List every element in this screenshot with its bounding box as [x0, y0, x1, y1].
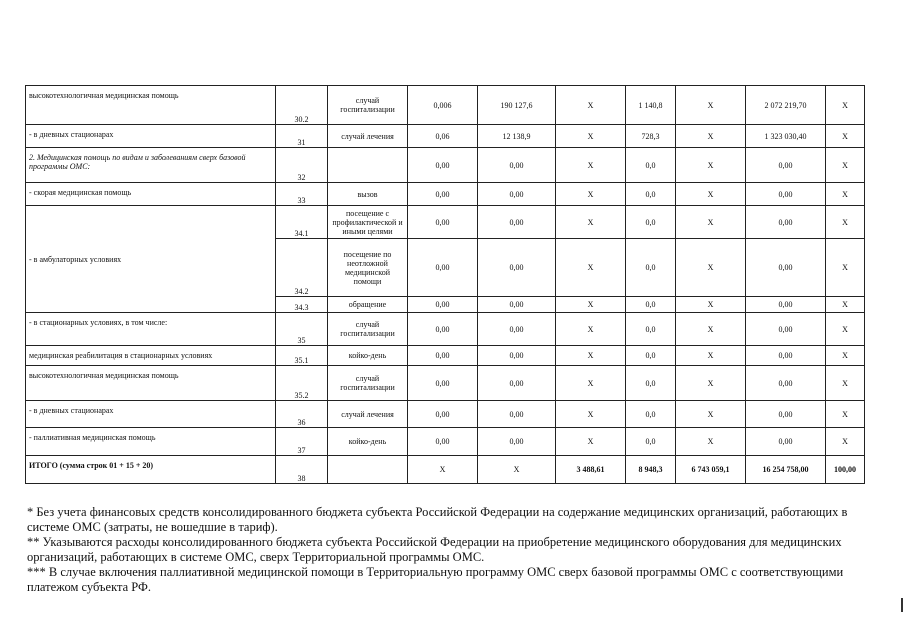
cell-v7: X: [826, 401, 865, 428]
cell-v6: 0,00: [746, 183, 826, 206]
cell-v7: X: [826, 183, 865, 206]
cell-v5: X: [676, 313, 746, 346]
footnotes: [27, 505, 887, 595]
row-number: 33: [276, 183, 328, 206]
financing-table: [25, 85, 865, 484]
row-number: 35: [276, 313, 328, 346]
cell-v6: 0,00: [746, 366, 826, 401]
row-unit: обращение: [328, 297, 408, 313]
page-edge-mark: [901, 598, 903, 612]
row-unit: вызов: [328, 183, 408, 206]
cell-v6: 0,00: [746, 428, 826, 456]
cell-v4: 0,0: [626, 366, 676, 401]
cell-v6: 0,00: [746, 148, 826, 183]
cell-v6: 2 072 219,70: [746, 86, 826, 125]
row-unit: койко-день: [328, 346, 408, 366]
cell-v1: 0,00: [408, 346, 478, 366]
cell-v5: X: [676, 206, 746, 239]
table-row: [26, 148, 865, 183]
row-number: 37: [276, 428, 328, 456]
row-number: 32: [276, 148, 328, 183]
cell-v3: X: [556, 125, 626, 148]
footnote-1: * Без учета финансовых средств консолидированного бюджета субъекта Российской Федерации на содержание медицинских организаций, работающих в системе ОМС (затраты, не вошедшие в тариф).: [27, 505, 848, 534]
row-number: 34.2: [276, 239, 328, 297]
cell-v5: X: [676, 239, 746, 297]
row-number: 36: [276, 401, 328, 428]
cell-v7: X: [826, 366, 865, 401]
cell-v5: X: [676, 86, 746, 125]
cell-v3: X: [556, 401, 626, 428]
cell-v4: 0,0: [626, 297, 676, 313]
row-unit: койко-день: [328, 428, 408, 456]
cell-v3: 3 488,61: [556, 456, 626, 484]
cell-v2: 0,00: [478, 366, 556, 401]
cell-v2: 0,00: [478, 239, 556, 297]
cell-v4: 0,0: [626, 428, 676, 456]
cell-v1: 0,00: [408, 183, 478, 206]
cell-v2: 190 127,6: [478, 86, 556, 125]
table-row-total: [26, 456, 865, 484]
cell-v3: X: [556, 428, 626, 456]
cell-v2: 0,00: [478, 401, 556, 428]
cell-v1: 0,00: [408, 428, 478, 456]
cell-v3: X: [556, 148, 626, 183]
row-unit: случай госпитализации: [328, 313, 408, 346]
cell-v3: X: [556, 366, 626, 401]
cell-v7: 100,00: [826, 456, 865, 484]
cell-v7: X: [826, 125, 865, 148]
cell-v5: X: [676, 428, 746, 456]
cell-v4: 728,3: [626, 125, 676, 148]
cell-v3: X: [556, 86, 626, 125]
cell-v1: 0,00: [408, 313, 478, 346]
cell-v2: 0,00: [478, 148, 556, 183]
cell-v7: X: [826, 206, 865, 239]
cell-v3: X: [556, 183, 626, 206]
cell-v2: 0,00: [478, 428, 556, 456]
row-number: 30.2: [276, 86, 328, 125]
table-row: [26, 346, 865, 366]
footnote-3: *** В случае включения паллиативной медицинской помощи в Территориальную программу ОМС сверх базовой программы ОМС с соответствующими платежом субъекта РФ.: [27, 565, 844, 594]
cell-v4: 1 140,8: [626, 86, 676, 125]
cell-v7: X: [826, 297, 865, 313]
cell-v4: 0,0: [626, 401, 676, 428]
cell-v7: X: [826, 346, 865, 366]
cell-v6: 0,00: [746, 297, 826, 313]
row-unit: случай лечения: [328, 125, 408, 148]
row-number: 34.3: [276, 297, 328, 313]
cell-v1: 0,06: [408, 125, 478, 148]
row-unit: посещение с профилактической и иными целями: [328, 206, 408, 239]
row-number: 34.1: [276, 206, 328, 239]
cell-v4: 0,0: [626, 346, 676, 366]
row-number: 31: [276, 125, 328, 148]
row-name: - в дневных стационарах: [26, 401, 276, 428]
cell-v1: X: [408, 456, 478, 484]
cell-v7: X: [826, 148, 865, 183]
row-unit: посещение по неотложной медицинской помощи: [328, 239, 408, 297]
cell-v4: 8 948,3: [626, 456, 676, 484]
cell-v5: X: [676, 401, 746, 428]
row-unit: [328, 148, 408, 183]
table-row: [26, 86, 865, 125]
cell-v6: 0,00: [746, 346, 826, 366]
cell-v3: X: [556, 239, 626, 297]
cell-v2: X: [478, 456, 556, 484]
row-name: - скорая медицинская помощь: [26, 183, 276, 206]
cell-v7: X: [826, 239, 865, 297]
cell-v4: 0,0: [626, 206, 676, 239]
cell-v5: X: [676, 148, 746, 183]
cell-v5: X: [676, 297, 746, 313]
cell-v6: 0,00: [746, 206, 826, 239]
row-name: высокотехнологичная медицинская помощь: [26, 86, 276, 125]
cell-v2: 0,00: [478, 297, 556, 313]
table-row: [26, 428, 865, 456]
cell-v6: 0,00: [746, 239, 826, 297]
cell-v6: 0,00: [746, 401, 826, 428]
table-row: [26, 401, 865, 428]
cell-v6: 1 323 030,40: [746, 125, 826, 148]
row-number: 35.2: [276, 366, 328, 401]
cell-v2: 0,00: [478, 206, 556, 239]
cell-v1: 0,00: [408, 366, 478, 401]
cell-v1: 0,00: [408, 239, 478, 297]
row-name: ИТОГО (сумма строк 01 + 15 + 20): [26, 456, 276, 484]
cell-v3: X: [556, 206, 626, 239]
cell-v3: X: [556, 297, 626, 313]
table-row: [26, 183, 865, 206]
cell-v1: 0,00: [408, 148, 478, 183]
cell-v5: X: [676, 183, 746, 206]
row-name: медицинская реабилитация в стационарных условиях: [26, 346, 276, 366]
cell-v3: X: [556, 346, 626, 366]
table-row: [26, 206, 865, 239]
cell-v7: X: [826, 86, 865, 125]
cell-v7: X: [826, 428, 865, 456]
cell-v5: 6 743 059,1: [676, 456, 746, 484]
cell-v4: 0,0: [626, 239, 676, 297]
row-unit: [328, 456, 408, 484]
row-name: - паллиативная медицинская помощь: [26, 428, 276, 456]
cell-v6: 0,00: [746, 313, 826, 346]
cell-v5: X: [676, 346, 746, 366]
cell-v7: X: [826, 313, 865, 346]
cell-v2: 0,00: [478, 313, 556, 346]
table-row: [26, 125, 865, 148]
footnote-2: ** Указываются расходы консолидированного бюджета субъекта Российской Федерации на приобретение медицинского оборудования для медицинских организаций, работающих в системе ОМС, сверх Территориальной программы ОМС.: [27, 535, 842, 564]
cell-v5: X: [676, 125, 746, 148]
table-row: [26, 366, 865, 401]
cell-v2: 0,00: [478, 346, 556, 366]
row-name: высокотехнологичная медицинская помощь: [26, 366, 276, 401]
cell-v4: 0,0: [626, 183, 676, 206]
cell-v6: 16 254 758,00: [746, 456, 826, 484]
row-name: 2. Медицинская помощь по видам и заболеваниям сверх базовой программы ОМС:: [26, 148, 276, 183]
table-row: [26, 313, 865, 346]
row-name: - в дневных стационарах: [26, 125, 276, 148]
cell-v1: 0,00: [408, 206, 478, 239]
row-number: 38: [276, 456, 328, 484]
cell-v5: X: [676, 366, 746, 401]
cell-v4: 0,0: [626, 148, 676, 183]
cell-v2: 0,00: [478, 183, 556, 206]
row-number: 35.1: [276, 346, 328, 366]
row-unit: случай лечения: [328, 401, 408, 428]
cell-v2: 12 138,9: [478, 125, 556, 148]
cell-v1: 0,00: [408, 297, 478, 313]
cell-v1: 0,00: [408, 401, 478, 428]
cell-v1: 0,006: [408, 86, 478, 125]
cell-v3: X: [556, 313, 626, 346]
cell-v4: 0,0: [626, 313, 676, 346]
row-name: - в стационарных условиях, в том числе:: [26, 313, 276, 346]
row-unit: случай госпитализации: [328, 366, 408, 401]
row-name: - в амбулаторных условиях: [26, 206, 276, 313]
row-unit: случай госпитализации: [328, 86, 408, 125]
